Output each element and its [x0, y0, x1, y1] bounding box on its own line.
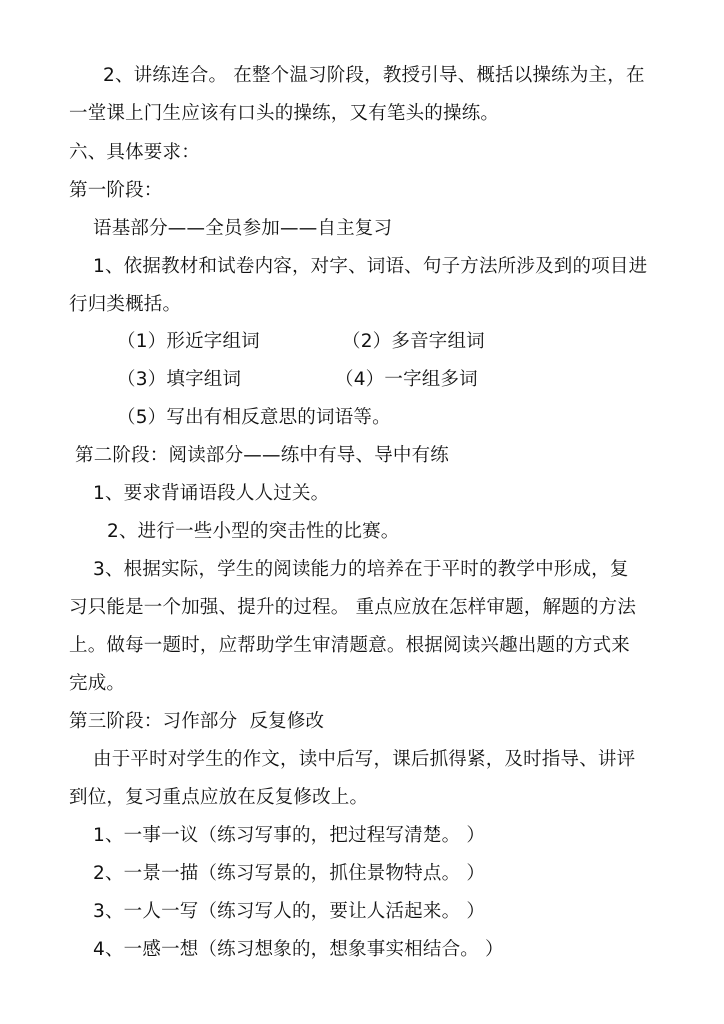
- paragraph-line: 3、根据实际，学生的阅读能力的培养在于平时的教学中形成，复: [93, 559, 629, 580]
- paragraph-line: 2、进行一些小型的突击性的比赛。: [107, 521, 400, 542]
- list-item: 3、一人一写（练习写人的，要让人活起来。 ）: [93, 901, 486, 922]
- paragraph-line: 1、要求背诵语段人人过关。: [93, 483, 330, 504]
- stage-heading: 第一阶段：: [69, 180, 163, 201]
- section-heading: 六、具体要求：: [69, 142, 200, 163]
- list-item: （3）填字组词: [117, 369, 242, 390]
- list-item: （4）一字组多词: [335, 369, 478, 390]
- stage-heading: 第二阶段：阅读部分——练中有导、导中有练: [75, 445, 450, 466]
- list-item: （5）写出有相反意思的词语等。: [117, 407, 391, 428]
- paragraph-line: 行归类概括。: [69, 294, 182, 315]
- paragraph-line: 由于平时对学生的作文，读中后写，课后抓得紧，及时指导、讲评: [93, 749, 636, 770]
- list-item: 4、一感一想（练习想象的，想象事实相结合。 ）: [93, 939, 504, 960]
- paragraph-line: 1、依据教材和试卷内容，对字、词语、句子方法所涉及到的项目进: [93, 256, 648, 277]
- paragraph-line: 语基部分——全员参加——自主复习: [93, 218, 393, 239]
- list-item: （1）形近字组词: [117, 331, 260, 352]
- paragraph-line: 2、讲练连合。 在整个温习阶段，教授引导、概括以操练为主，在: [103, 65, 645, 86]
- list-item: 1、一事一议（练习写事的，把过程写清楚。 ）: [93, 825, 486, 846]
- paragraph-line: 一堂课上门生应该有口头的操练，又有笔头的操练。: [69, 103, 500, 124]
- list-item: （2）多音字组词: [342, 331, 485, 352]
- paragraph-line: 习只能是一个加强、提升的过程。 重点应放在怎样审题，解题的方法: [69, 597, 637, 618]
- stage-heading: 第三阶段：习作部分 反复修改: [69, 711, 325, 732]
- paragraph-line: 完成。: [69, 673, 126, 694]
- list-item: 2、一景一描（练习写景的，抓住景物特点。 ）: [93, 863, 486, 884]
- paragraph-line: 上。做每一题时，应帮助学生审清题意。根据阅读兴趣出题的方式来: [69, 635, 631, 656]
- paragraph-line: 到位，复习重点应放在反复修改上。: [69, 787, 369, 808]
